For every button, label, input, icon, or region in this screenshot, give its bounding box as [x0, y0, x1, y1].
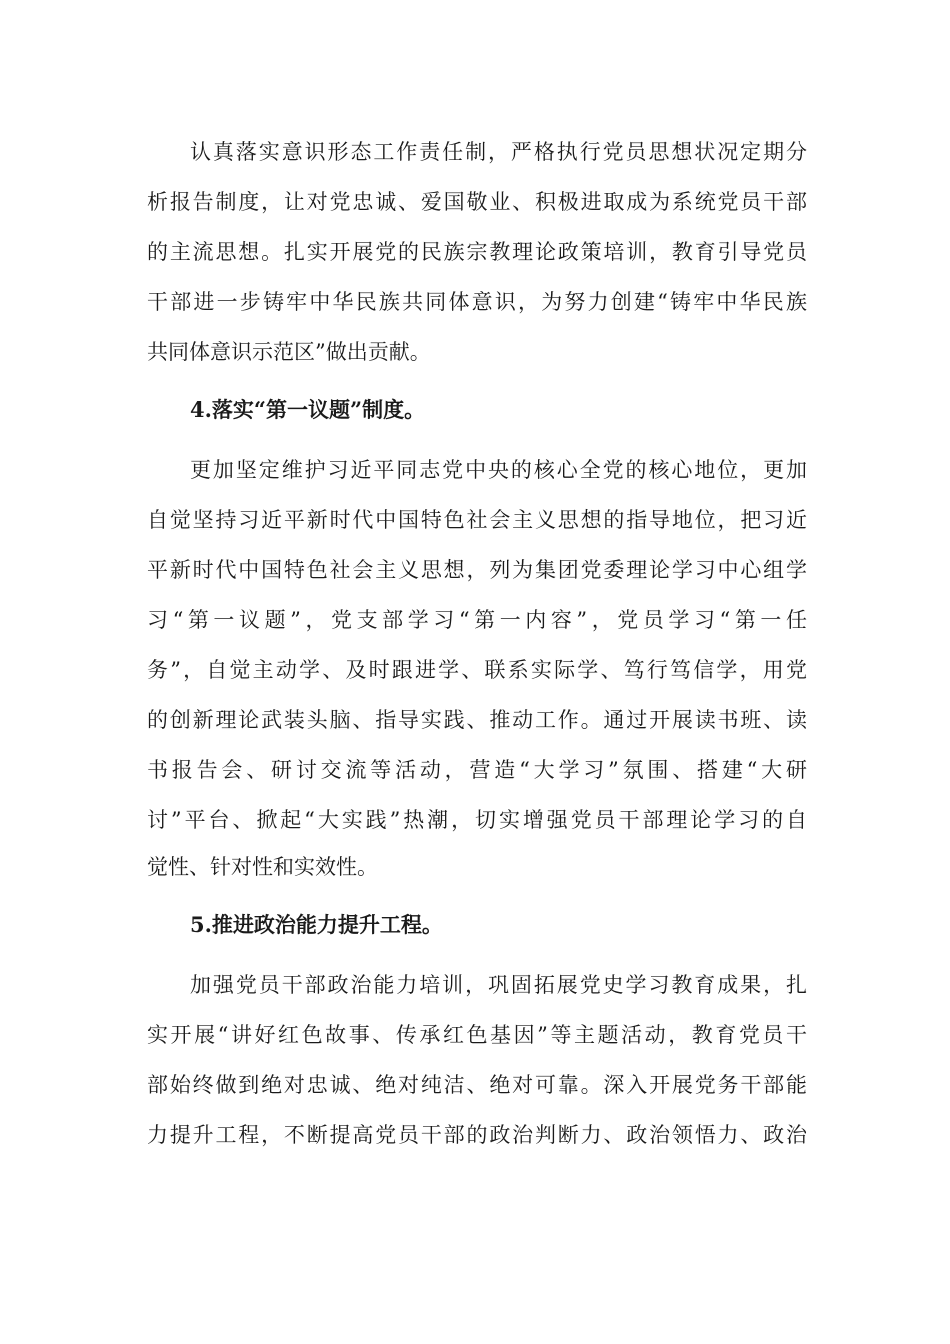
paragraph-line: 的主流思想。扎实开展党的民族宗教理论政策培训，教育引导党员 — [147, 240, 807, 264]
section-heading: 5.推进政治能力提升工程。 — [190, 912, 443, 937]
paragraph-line: 习“第一议题”，党支部学习“第一内容”，党员学习“第一任 — [147, 608, 807, 632]
section-heading: 4.落实“第一议题”制度。 — [190, 397, 426, 422]
paragraph-line: 实开展“讲好红色故事、传承红色基因”等主题活动，教育党员干 — [147, 1023, 807, 1047]
paragraph-line: 讨”平台、掀起“大实践”热潮，切实增强党员干部理论学习的自 — [147, 808, 807, 832]
paragraph-line: 部始终做到绝对忠诚、绝对纯洁、绝对可靠。深入开展党务干部能 — [147, 1073, 807, 1097]
paragraph-line: 自觉坚持习近平新时代中国特色社会主义思想的指导地位，把习近 — [147, 508, 807, 532]
paragraph-line: 更加坚定维护习近平同志党中央的核心全党的核心地位，更加 — [190, 458, 807, 482]
paragraph-line: 觉性、针对性和实效性。 — [147, 855, 378, 879]
paragraph-line: 共同体意识示范区”做出贡献。 — [147, 340, 431, 364]
paragraph-line: 力提升工程，不断提高党员干部的政治判断力、政治领悟力、政治 — [147, 1123, 807, 1147]
paragraph-line: 加强党员干部政治能力培训，巩固拓展党史学习教育成果，扎 — [190, 973, 807, 997]
paragraph-line: 析报告制度，让对党忠诚、爱国敬业、积极进取成为系统党员干部 — [147, 190, 807, 214]
paragraph-line: 务”，自觉主动学、及时跟进学、联系实际学、笃行笃信学，用党 — [147, 658, 807, 682]
paragraph-line: 平新时代中国特色社会主义思想，列为集团党委理论学习中心组学 — [147, 558, 807, 582]
paragraph-line: 认真落实意识形态工作责任制，严格执行党员思想状况定期分 — [190, 140, 807, 164]
paragraph-line: 干部进一步铸牢中华民族共同体意识，为努力创建“铸牢中华民族 — [147, 290, 807, 314]
paragraph-line: 的创新理论武装头脑、指导实践、推动工作。通过开展读书班、读 — [147, 708, 807, 732]
paragraph-line: 书报告会、研讨交流等活动，营造“大学习”氛围、搭建“大研 — [147, 758, 807, 782]
